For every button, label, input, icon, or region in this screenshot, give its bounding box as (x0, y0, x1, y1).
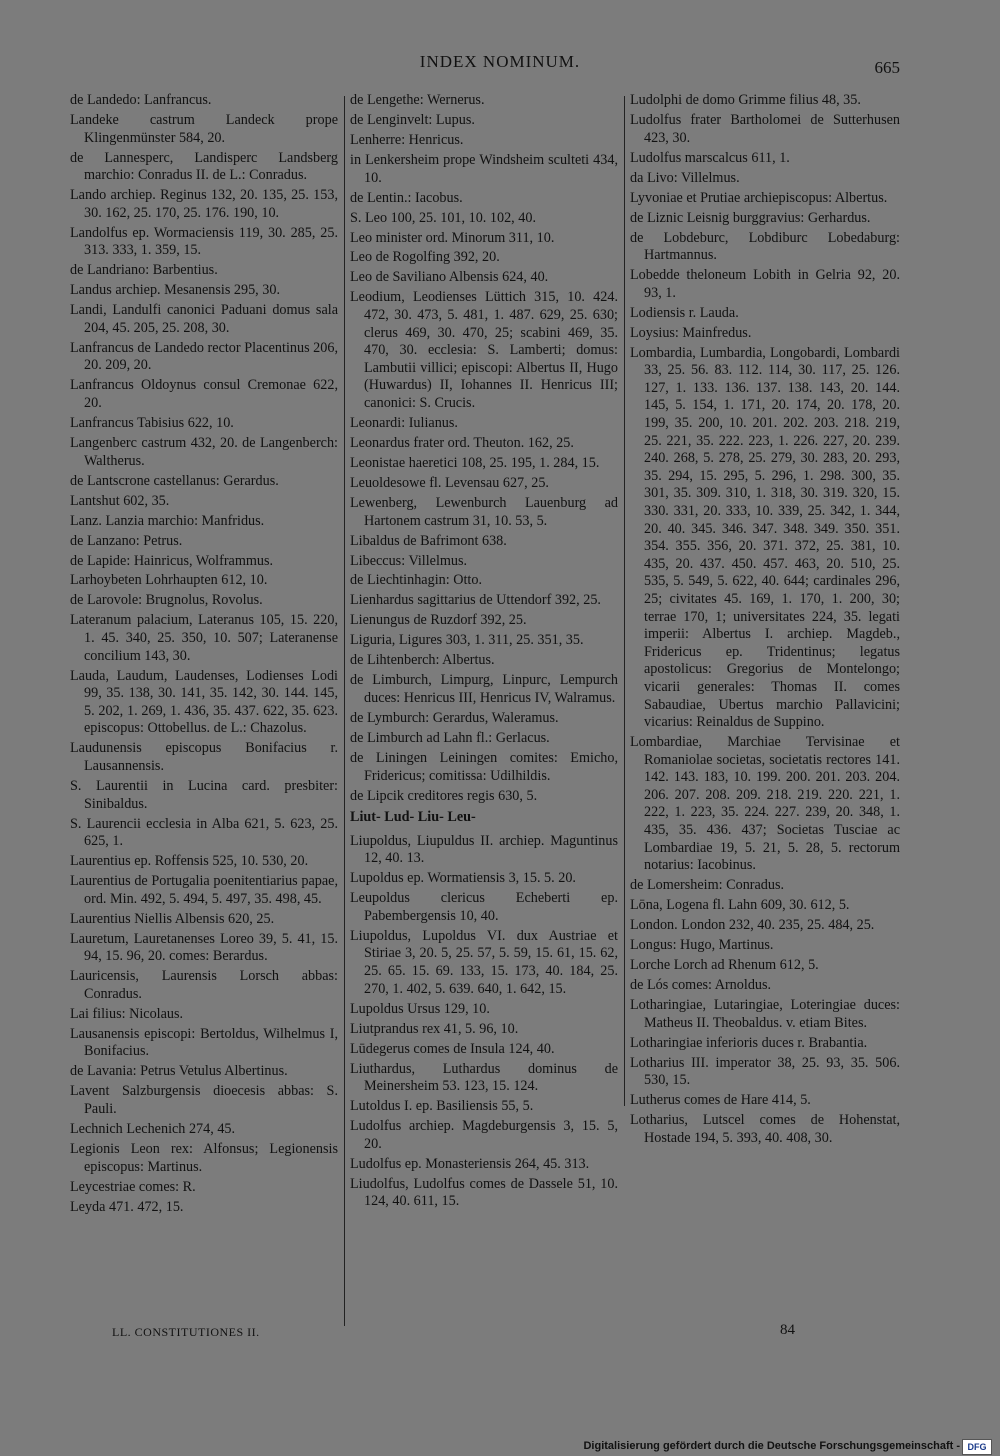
index-entry: Leo minister ord. Minorum 311, 10. (350, 229, 555, 246)
index-entry: Liutprandus rex 41, 5. 96, 10. (350, 1020, 519, 1037)
index-entry: Lotharius, Lutscel comes de Hohenstat, Hostade 194, 5. 393, 40. 408, 30. (630, 1112, 900, 1146)
index-entry: de Liechtinhagin: Otto. (350, 572, 482, 589)
index-entry: Lūdegerus comes de Insula 124, 40. (350, 1040, 555, 1057)
index-column-2 (350, 92, 618, 1213)
index-entry: Landus archiep. Mesanensis 295, 30. (70, 282, 281, 299)
index-entry: de Lymburch: Gerardus, Waleramus. (350, 709, 559, 726)
index-entry: Landeke castrum Landeck prope Klingenmünster 584, 20. (70, 111, 338, 146)
index-entry: Lavent Salzburgensis dioecesis abbas: S. Pauli. (70, 1083, 338, 1117)
index-entry: de Lobdeburc, Lobdiburc Lobedaburg: Hartmannus. (630, 229, 900, 264)
dfg-logo[interactable]: DFG (962, 1439, 992, 1455)
index-column-1 (70, 92, 338, 1218)
index-entry: Ludolfus frater Bartholomei de Sutterhusen 423, 30. (630, 111, 900, 146)
index-entry: Lotharingiae, Lutaringiae, Loteringiae duces: Matheus II. Theobaldus. v. etiam Bites. (630, 997, 900, 1031)
index-entry: Lorche Lorch ad Rhenum 612, 5. (630, 957, 819, 974)
digitization-note: Digitalisierung gefördert durch die Deutsche Forschungsgemeinschaft - (583, 1440, 960, 1452)
index-entry: Lotharingiae inferioris duces r. Brabantia. (630, 1034, 868, 1051)
index-entry: de Lantscrone castellanus: Gerardus. (70, 472, 279, 489)
index-entry: Laudunensis episcopus Bonifacius r. Lausannensis. (70, 740, 338, 774)
index-entry: Legionis Leon rex: Alfonsus; Legionensis episcopus: Martinus. (70, 1140, 338, 1175)
index-entry: Leyda 471. 472, 15. (70, 1198, 184, 1215)
index-entry: S. Laurencii ecclesia in Alba 621, 5. 623, 25. 625, 1. (70, 815, 338, 850)
index-entry: Lanfrancus de Landedo rector Placentinus 206, 20. 209, 20. (70, 339, 338, 374)
digitization-bar (0, 1438, 1000, 1456)
index-entry: Leonistae haeretici 108, 25. 195, 1. 284, 15. (350, 454, 600, 471)
index-entry: Lauricensis, Laurensis Lorsch abbas: Conradus. (70, 968, 338, 1002)
index-entry: Ludolfus marscalcus 611, 1. (630, 149, 790, 166)
index-entry: Lutherus comes de Hare 414, 5. (630, 1092, 811, 1109)
index-entry: Leuoldesowe fl. Levensau 627, 25. (350, 474, 549, 491)
footer-signature-mark: 84 (780, 1322, 795, 1338)
index-entry: de Lomersheim: Conradus. (630, 877, 785, 894)
index-entry: Lantshut 602, 35. (70, 492, 170, 509)
index-entry: Lanfrancus Tabisius 622, 10. (70, 415, 234, 431)
index-entry: Leonardus frater ord. Theuton. 162, 25. (350, 434, 574, 451)
index-entry: Lauretum, Lauretanenses Loreo 39, 5. 41, 15. 94, 15. 96, 20. comes: Berardus. (70, 930, 338, 965)
index-entry: Lombardia, Lumbardia, Longobardi, Lombardi 33, 25. 56. 83. 112. 114, 30. 117, 25. 126. 127, 1. 133. 136. 137. 138. 143, 20. 144. 145, 5. 154, 1. 171, 20. 174, 20. 178, 20. 199, 35. 200, 10. 201. 202. 203. 218. 219, 25. 221, 35. 222. 223, 1. 226. 227, 20. 239. 240. 268, 5. 278, 25. 279, 30. 283, 20. 293, 35. 294, 15. 295, 5. 296, 1. 298. 300, 35. 301, 35. 309. 310, 1. 318, 30. 319. 320, 15. 330. 331, 20. 333, 10. 339, 25. 342, 1. 344, 20. 40. 345. 346. 347. 348. 349. 350. 351. 354. 355. 356, 20. 371. 372, 25. 381, 10. 435, 20. 437. 450. 457. 463, 20. 510, 25. 535, 5. 549, 5. 622, 40. 644; cardinales 296, 25; civitates 45. 169, 1. 170, 1. 200, 30; terrae 170, 1; universitates 224, 35. legati imperii: Albertus I. archiep. Magdeb., Fridericus ep. Tridentinus; legatus apostolicus: Gregorius de Montelongo; vicarii generales: Thomas II. comes Sabaudiae, Ubertus marchio Pallavicini; vicarius: Reinaldus de Suppino. (630, 344, 900, 731)
index-entry: de Lavania: Petrus Vetulus Albertinus. (70, 1063, 288, 1080)
index-entry: de Lapide: Hainricus, Wolframmus. (70, 552, 274, 569)
index-entry: Lausanensis episcopi: Bertoldus, Wilhelmus I, Bonifacius. (70, 1025, 338, 1060)
index-entry: Liguria, Ligures 303, 1. 311, 25. 351, 35. (350, 632, 584, 649)
index-entry: Lupoldus Ursus 129, 10. (350, 1000, 490, 1017)
index-entry: Laurentius Niellis Albensis 620, 25. (70, 910, 275, 927)
index-entry: Lanz. Lanzia marchio: Manfridus. (70, 512, 265, 529)
index-entry: Ludolphi de domo Grimme filius 48, 35. (630, 92, 861, 108)
index-entry: Liudolfus, Ludolfus comes de Dassele 51, 10. 124, 40. 611, 15. (350, 1175, 618, 1210)
index-entry: de Lenginvelt: Lupus. (350, 111, 475, 128)
index-entry: Lobedde theloneum Lobith in Gelria 92, 20. 93, 1. (630, 267, 900, 301)
index-entry: Lewenberg, Lewenburch Lauenburg ad Hartonem castrum 31, 10. 53, 5. (350, 494, 618, 529)
index-entry: Leupoldus clericus Echeberti ep. Pabembergensis 10, 40. (350, 890, 618, 924)
index-entry: Liut- Lud- Liu- Leu- (350, 809, 476, 826)
index-entry: Liupoldus, Lupoldus VI. dux Austriae et Stiriae 3, 20. 5, 25. 57, 5. 59, 15. 61, 15. 62, 25. 65. 15. 69. 133, 15. 173, 40. 184, 25. 270, 1. 402, 5. 639. 640, 1. 642, 15. (350, 927, 618, 997)
index-entry: Lodiensis r. Lauda. (630, 304, 739, 321)
index-entry: Lienungus de Ruzdorf 392, 25. (350, 612, 527, 629)
index-entry: Ludolfus archiep. Magdeburgensis 3, 15. 5, 20. (350, 1118, 618, 1152)
index-entry: de Lós comes: Arnoldus. (630, 977, 772, 994)
index-entry: Landi, Landulfi canonici Paduani domus sala 204, 45. 205, 25. 208, 30. (70, 302, 338, 336)
index-entry: Leodium, Leodienses Lüttich 315, 10. 424. 472, 30. 473, 5. 481, 1. 487. 629, 25. 630; clerus 469, 30. 470, 25; scabini 469, 35. 470, 30. ecclesia: S. Lamberti; domus: Lambutii villici; episcopi: Albertus II, Hugo (Huwardus) II, Iohannes II. Henricus III; canonici: S. Crucis. (350, 289, 618, 412)
index-entry: Laurentius de Portugalia poenitentiarius papae, ord. Min. 492, 5. 494, 5. 497, 35. 498, 45. (70, 873, 338, 907)
index-entry: Leo de Saviliano Albensis 624, 40. (350, 269, 549, 286)
index-entry: de Lihtenberch: Albertus. (350, 652, 495, 669)
index-entry: Ludolfus ep. Monasteriensis 264, 45. 313. (350, 1155, 590, 1172)
column-divider (344, 96, 345, 1326)
index-entry: Lanfrancus Oldoynus consul Cremonae 622, 20. (70, 377, 338, 412)
index-entry: Lauda, Laudum, Laudenses, Lodienses Lodi 99, 35. 138, 30. 141, 35. 142, 30. 144. 145, 5. 202, 1. 269, 1. 436, 35. 437. 622, 35. 623. episcopus: Ottobellus. de L.: Chazolus. (70, 667, 338, 737)
index-entry: Libaldus de Bafrimont 638. (350, 532, 507, 549)
index-column-3 (630, 92, 900, 1150)
index-entry: de Larovole: Brugnolus, Rovolus. (70, 592, 263, 609)
index-entry: de Lannesperc, Landisperc Landsberg marchio: Conradus II. de L.: Conradus. (70, 149, 338, 184)
page-number: 665 (874, 58, 900, 77)
index-entry: Lupoldus ep. Wormatiensis 3, 15. 5. 20. (350, 870, 576, 887)
index-entry: Langenberc castrum 432, 20. de Langenberch: Waltherus. (70, 434, 338, 469)
index-entry: Lutoldus I. ep. Basiliensis 55, 5. (350, 1098, 534, 1115)
index-entry: Lyvoniae et Prutiae archiepiscopus: Albertus. (630, 189, 888, 206)
index-entry: Lōna, Logena fl. Lahn 609, 30. 612, 5. (630, 897, 850, 914)
index-entry: de Lanzano: Petrus. (70, 532, 183, 549)
index-entry: Lechnich Lechenich 274, 45. (70, 1120, 236, 1137)
index-entry: Loysius: Mainfredus. (630, 324, 752, 341)
index-entry: Landolfus ep. Wormaciensis 119, 30. 285, 25. 313. 333, 1. 359, 15. (70, 224, 338, 259)
index-entry: Lai filius: Nicolaus. (70, 1005, 184, 1022)
index-entry: Laurentius ep. Roffensis 525, 10. 530, 20. (70, 853, 309, 870)
index-entry: de Landedo: Lanfrancus. (70, 92, 212, 108)
index-entry: Lombardiae, Marchiae Tervisinae et Romaniolae societas, societatis rectores 141. 142. 143. 183, 10. 199. 200. 201. 203. 204. 206. 207. 208. 209. 218. 219. 220. 221, 1. 222, 1. 223, 35. 224. 227. 239, 20. 348, 1. 435, 35. 436. 437; Societas Tusciae ac Lombardiae 19, 5. 21, 5. 28, 5. rectorum notarius: Iacobinus. (630, 734, 900, 874)
index-entry: S. Leo 100, 25. 101, 10. 102, 40. (350, 209, 537, 226)
index-entry: da Livo: Villelmus. (630, 169, 740, 186)
index-entry: Libeccus: Villelmus. (350, 552, 468, 569)
index-entry: Larhoybeten Lohrhaupten 612, 10. (70, 572, 268, 589)
index-entry: Leonardi: Iulianus. (350, 415, 458, 431)
index-entry: Lateranum palacium, Lateranus 105, 15. 220, 1. 45. 340, 25. 350, 10. 507; Lateranense concilium 143, 30. (70, 612, 338, 664)
column-divider (624, 96, 625, 1106)
index-entry: Leycestriae comes: R. (70, 1178, 196, 1195)
index-entry: Lienhardus sagittarius de Uttendorf 392, 25. (350, 592, 601, 609)
index-entry: Liupoldus, Liupuldus II. archiep. Maguntinus 12, 40. 13. (350, 832, 618, 867)
index-entry: de Limburch ad Lahn fl.: Gerlacus. (350, 729, 550, 746)
index-entry: Lando archiep. Reginus 132, 20. 135, 25. 153, 30. 162, 25. 170, 25. 176. 190, 10. (70, 187, 338, 221)
index-entry: Longus: Hugo, Martinus. (630, 937, 774, 954)
footer-series-title: LL. CONSTITUTIONES II. (112, 1325, 260, 1339)
index-entry: de Lentin.: Iacobus. (350, 189, 463, 206)
page-title: INDEX NOMINUM. (419, 52, 581, 71)
index-entry: S. Laurentii in Lucina card. presbiter: Sinibaldus. (70, 777, 338, 812)
index-entry: Lenherre: Henricus. (350, 131, 464, 148)
index-entry: de Liznic Leisnig burggravius: Gerhardus. (630, 209, 871, 226)
index-entry: in Lenkersheim prope Windsheim sculteti 434, 10. (350, 151, 618, 186)
index-entry: de Limburch, Limpurg, Linpurc, Lempurch duces: Henricus III, Henricus IV, Walramus. (350, 672, 618, 706)
index-entry: de Lipcik creditores regis 630, 5. (350, 787, 538, 804)
index-entry: de Lengethe: Wernerus. (350, 92, 485, 108)
index-entry: Liuthardus, Luthardus dominus de Meinersheim 53. 123, 15. 124. (350, 1060, 618, 1095)
index-entry: London. London 232, 40. 235, 25. 484, 25. (630, 917, 875, 934)
index-entry: de Liningen Leiningen comites: Emicho, Fridericus; comitissa: Udilhildis. (350, 749, 618, 784)
index-entry: Lotharius III. imperator 38, 25. 93, 35. 506. 530, 15. (630, 1054, 900, 1089)
index-entry: de Landriano: Barbentius. (70, 262, 218, 279)
index-entry: Leo de Rogolfing 392, 20. (350, 249, 500, 266)
